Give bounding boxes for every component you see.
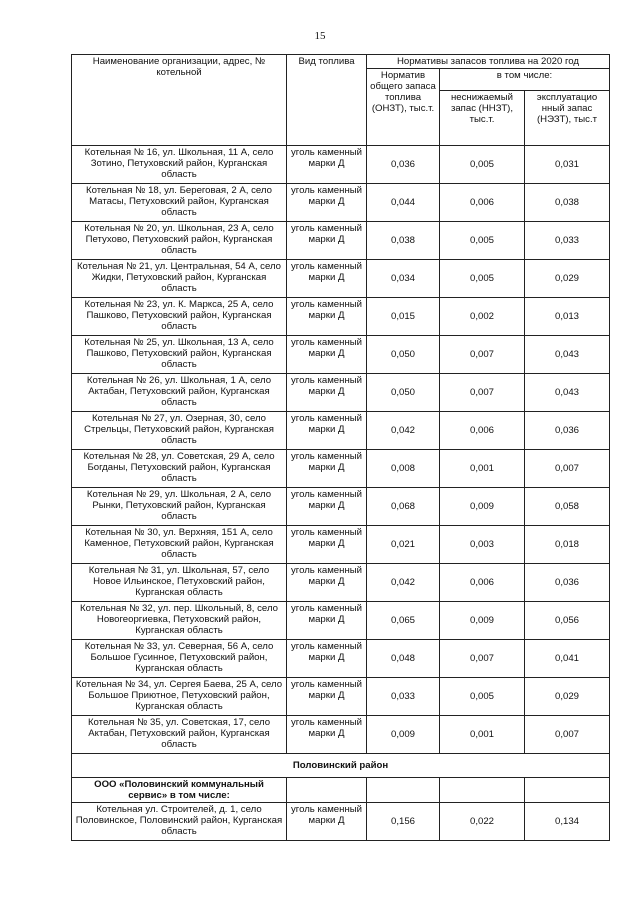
table-row	[72, 260, 610, 298]
cell-name: Котельная № 30, ул. Верхняя, 151 А, село Каменное, Петуховский район, Курганская область	[72, 526, 287, 564]
cell-name: Котельная № 35, ул. Советская, 17, село Актабан, Петуховский район, Курганская область	[72, 716, 287, 754]
header-total: Норматив общего запаса топлива (ОНЗТ), тыс.т.	[367, 69, 440, 146]
cell-fuel: уголь каменный марки Д	[287, 412, 367, 450]
cell-nezt: 0,134	[525, 803, 610, 841]
cell-total: 0,065	[367, 602, 440, 640]
cell-total: 0,156	[367, 803, 440, 841]
cell-total: 0,038	[367, 222, 440, 260]
header-norms: Нормативы запасов топлива на 2020 год	[367, 55, 610, 69]
cell-nnzt: 0,005	[440, 260, 525, 298]
cell-fuel: уголь каменный марки Д	[287, 146, 367, 184]
cell-fuel: уголь каменный марки Д	[287, 803, 367, 841]
cell-total: 0,050	[367, 336, 440, 374]
org-name: ООО «Половинский коммунальный сервис» в том числе:	[72, 778, 287, 803]
table-row	[72, 488, 610, 526]
cell-nezt: 0,007	[525, 450, 610, 488]
cell-nnzt: 0,002	[440, 298, 525, 336]
cell-fuel: уголь каменный марки Д	[287, 222, 367, 260]
cell-total: 0,042	[367, 564, 440, 602]
cell-fuel: уголь каменный марки Д	[287, 640, 367, 678]
cell-nezt: 0,043	[525, 336, 610, 374]
table-row	[72, 678, 610, 716]
cell-fuel: уголь каменный марки Д	[287, 678, 367, 716]
cell-fuel: уголь каменный марки Д	[287, 260, 367, 298]
cell-fuel: уголь каменный марки Д	[287, 336, 367, 374]
table-row	[72, 184, 610, 222]
table-row	[72, 146, 610, 184]
cell-nezt: 0,007	[525, 716, 610, 754]
cell-name: Котельная № 25, ул. Школьная, 13 А, село Пашково, Петуховский район, Курганская область	[72, 336, 287, 374]
empty-cell	[440, 778, 525, 803]
table-row	[72, 640, 610, 678]
cell-nnzt: 0,005	[440, 222, 525, 260]
section-title: Половинский район	[72, 754, 610, 778]
cell-nnzt: 0,007	[440, 336, 525, 374]
cell-nnzt: 0,009	[440, 602, 525, 640]
cell-fuel: уголь каменный марки Д	[287, 298, 367, 336]
cell-name: Котельная № 33, ул. Северная, 56 А, село Большое Гусинное, Петуховский район, Курганская область	[72, 640, 287, 678]
cell-name: Котельная № 31, ул. Школьная, 57, село Новое Ильинское, Петуховский район, Курганская область	[72, 564, 287, 602]
cell-name: Котельная № 18, ул. Береговая, 2 А, село Матасы, Петуховский район, Курганская область	[72, 184, 287, 222]
cell-name: Котельная № 27, ул. Озерная, 30, село Стрельцы, Петуховский район, Курганская область	[72, 412, 287, 450]
table-row	[72, 526, 610, 564]
table-row	[72, 298, 610, 336]
page-number: 15	[314, 30, 326, 42]
cell-name: Котельная № 26, ул. Школьная, 1 А, село Актабан, Петуховский район, Курганская область	[72, 374, 287, 412]
cell-nnzt: 0,022	[440, 803, 525, 841]
cell-nezt: 0,018	[525, 526, 610, 564]
cell-nezt: 0,029	[525, 260, 610, 298]
cell-nezt: 0,056	[525, 602, 610, 640]
cell-name: Котельная № 29, ул. Школьная, 2 А, село Рынки, Петуховский район, Курганская область	[72, 488, 287, 526]
empty-cell	[367, 778, 440, 803]
cell-total: 0,050	[367, 374, 440, 412]
header-nnzt: неснижаемый запас (ННЗТ), тыс.т.	[440, 90, 525, 145]
header-name: Наименование организации, адрес, № котельной	[72, 55, 287, 146]
table-row	[72, 336, 610, 374]
cell-name: Котельная ул. Строителей, д. 1, село Половинское, Половинский район, Курганская область	[72, 803, 287, 841]
table-row	[72, 564, 610, 602]
cell-nezt: 0,031	[525, 146, 610, 184]
cell-nezt: 0,043	[525, 374, 610, 412]
cell-nezt: 0,033	[525, 222, 610, 260]
cell-fuel: уголь каменный марки Д	[287, 488, 367, 526]
table-row	[72, 450, 610, 488]
header-nezt: эксплуатацио нный запас (НЭЗТ), тыс.т	[525, 90, 610, 145]
fuel-reserves-table	[71, 54, 610, 841]
table-row	[72, 716, 610, 754]
cell-total: 0,021	[367, 526, 440, 564]
cell-name: Котельная № 23, ул. К. Маркса, 25 А, село Пашково, Петуховский район, Курганская область	[72, 298, 287, 336]
cell-name: Котельная № 28, ул. Советская, 29 А, село Богданы, Петуховский район, Курганская область	[72, 450, 287, 488]
cell-total: 0,048	[367, 640, 440, 678]
cell-total: 0,034	[367, 260, 440, 298]
cell-nezt: 0,058	[525, 488, 610, 526]
cell-nnzt: 0,005	[440, 146, 525, 184]
cell-nnzt: 0,001	[440, 450, 525, 488]
table-row	[72, 222, 610, 260]
cell-total: 0,068	[367, 488, 440, 526]
org-row	[72, 778, 610, 803]
cell-total: 0,036	[367, 146, 440, 184]
cell-nezt: 0,041	[525, 640, 610, 678]
header-fuel: Вид топлива	[287, 55, 367, 146]
table-row	[72, 803, 610, 841]
cell-nnzt: 0,006	[440, 412, 525, 450]
cell-fuel: уголь каменный марки Д	[287, 374, 367, 412]
cell-nezt: 0,038	[525, 184, 610, 222]
cell-fuel: уголь каменный марки Д	[287, 716, 367, 754]
cell-fuel: уголь каменный марки Д	[287, 526, 367, 564]
cell-nezt: 0,036	[525, 412, 610, 450]
cell-nezt: 0,029	[525, 678, 610, 716]
cell-nnzt: 0,006	[440, 184, 525, 222]
table-row	[72, 602, 610, 640]
cell-name: Котельная № 32, ул. пер. Школьный, 8, село Новогеоргиевка, Петуховский район, Курганская область	[72, 602, 287, 640]
cell-fuel: уголь каменный марки Д	[287, 564, 367, 602]
cell-nnzt: 0,007	[440, 374, 525, 412]
cell-total: 0,033	[367, 678, 440, 716]
cell-total: 0,015	[367, 298, 440, 336]
cell-nnzt: 0,003	[440, 526, 525, 564]
cell-fuel: уголь каменный марки Д	[287, 184, 367, 222]
cell-name: Котельная № 16, ул. Школьная, 11 А, село Зотино, Петуховский район, Курганская область	[72, 146, 287, 184]
cell-total: 0,042	[367, 412, 440, 450]
cell-nezt: 0,036	[525, 564, 610, 602]
cell-name: Котельная № 20, ул. Школьная, 23 А, село Петухово, Петуховский район, Курганская область	[72, 222, 287, 260]
cell-name: Котельная № 21, ул. Центральная, 54 А, село Жидки, Петуховский район, Курганская область	[72, 260, 287, 298]
table-row	[72, 412, 610, 450]
section-row	[72, 754, 610, 778]
cell-nezt: 0,013	[525, 298, 610, 336]
cell-nnzt: 0,005	[440, 678, 525, 716]
cell-fuel: уголь каменный марки Д	[287, 602, 367, 640]
cell-total: 0,009	[367, 716, 440, 754]
table-row	[72, 374, 610, 412]
cell-nnzt: 0,001	[440, 716, 525, 754]
cell-nnzt: 0,009	[440, 488, 525, 526]
cell-nnzt: 0,007	[440, 640, 525, 678]
cell-total: 0,008	[367, 450, 440, 488]
cell-total: 0,044	[367, 184, 440, 222]
cell-nnzt: 0,006	[440, 564, 525, 602]
header-incl: в том числе:	[440, 69, 610, 91]
cell-fuel: уголь каменный марки Д	[287, 450, 367, 488]
empty-cell	[525, 778, 610, 803]
cell-name: Котельная № 34, ул. Сергея Баева, 25 А, село Большое Приютное, Петуховский район, Курганская область	[72, 678, 287, 716]
empty-cell	[287, 778, 367, 803]
